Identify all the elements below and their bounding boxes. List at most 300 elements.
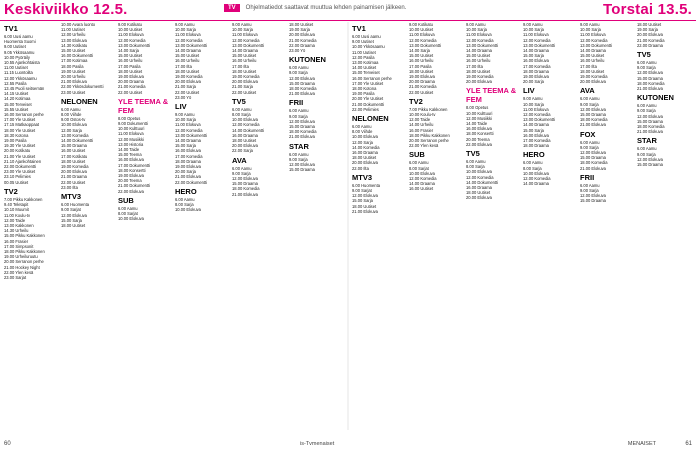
program-line: 23.00 Sarjat [4, 274, 27, 280]
listing-column [4, 22, 60, 430]
channel-heading: NELONEN [352, 114, 389, 124]
program-line: 12.00 Komedia [466, 174, 494, 180]
program-line: 12.00 Elokuva [580, 193, 606, 199]
program-line: 20.00 Draama [118, 79, 144, 85]
program-line: 15.00 Uutiset [61, 48, 86, 54]
program-line: 14.00 Taide [118, 147, 140, 153]
program-line: 16.00 Frasier [409, 127, 434, 133]
channel-heading: LIV [523, 86, 535, 96]
program-line: 10.55 Ajankohtaista [4, 60, 40, 66]
program-line: 18.00 Draama [523, 68, 549, 74]
channel-heading: TV1 [4, 24, 18, 33]
program-line: 14.00 Urheilu [409, 122, 434, 128]
program-line: 13.45 Puoli seitsemän [4, 86, 45, 92]
program-line: 21.00 Dokumentti [118, 183, 151, 189]
program-line: 15.00 Draama [637, 162, 663, 168]
program-line: 11.00 Uutiset [4, 65, 28, 71]
program-line: 13.00 Komedia [61, 132, 89, 138]
program-line: 20.00 Teema [466, 136, 490, 142]
program-line: 21.00 Elokuva [175, 174, 201, 180]
program-line: 9.00 Aamu [523, 22, 543, 27]
program-line: 15.00 Draama [289, 167, 315, 173]
program-line: 17.00 Kotikatu [61, 153, 88, 159]
channel-heading: HERO [175, 186, 197, 196]
channel-heading: KUTONEN [637, 93, 674, 103]
program-line: 20.00 Serranon perhe [4, 259, 44, 265]
program-line: 22.00 Uutiset [409, 89, 434, 95]
program-line: 17.00 Komedia [175, 153, 203, 159]
program-line: 11.15 Luontoilta [4, 70, 33, 76]
program-line: 15.00 Sarja [61, 217, 82, 223]
program-line: 23.00 Yö [175, 94, 192, 100]
program-line: 13.00 Dokumentti [466, 42, 499, 48]
program-line: 22.00 Dokumentti [175, 179, 208, 185]
program-line: 20.00 Urheilu [61, 74, 86, 80]
program-line: 9.00 Aamu [580, 22, 600, 27]
program-line: 6.00 Aamu [352, 124, 372, 130]
program-line: 23.10 Pelimies [4, 174, 31, 180]
program-line: 16.00 Draama [466, 185, 492, 191]
program-line: 16.00 Urheilu [466, 58, 491, 64]
program-line: 18.00 Pikku Kakkonen [4, 248, 45, 254]
program-line: 14.00 Dokumentti [232, 127, 265, 133]
program-line: 15.00 Sarja [523, 53, 544, 59]
program-line: 13.00 Dokumentti [523, 117, 556, 123]
program-line: 17.00 Yle Uutiset [4, 117, 36, 123]
program-line: 16.00 Elokuva [523, 58, 549, 64]
program-line: 15.00 Sarja [352, 198, 373, 204]
program-line: 22.00 Draama [637, 42, 663, 48]
program-line: 6.00 Aamu [232, 165, 252, 171]
footer [0, 434, 696, 450]
program-line: 11.00 Uutiset [352, 49, 376, 55]
program-line: 22.00 Ylen kesä [4, 269, 34, 275]
program-line: 16.00 Uutiset [409, 186, 434, 192]
program-line: 16.00 Dokumentti [61, 53, 94, 59]
program-line: 13.00 Dokumentti [232, 42, 265, 48]
program-line: 9.00 Sarja [580, 144, 599, 150]
program-line: 10.00 Kulttuuri [118, 126, 145, 132]
program-line: 9.00 Sarja [289, 70, 308, 76]
channel-heading: KUTONEN [289, 55, 326, 65]
program-line: 9.00 Sarjat [352, 188, 372, 194]
program-line: 11.00 Elokuva [118, 131, 144, 137]
program-line: 13.00 Historia [118, 141, 144, 147]
program-line: 18.00 Uutiset [289, 22, 314, 27]
program-line: 6.00 Aamu [580, 182, 600, 188]
header-note-group [224, 4, 406, 12]
program-line: 12.00 Komedia [175, 37, 203, 43]
program-line: 14.00 Draama [523, 122, 549, 128]
program-line: 9.00 Sarja [637, 108, 656, 114]
program-line: 15.00 Draama [289, 124, 315, 130]
program-line: 15.00 Draama [637, 118, 663, 124]
program-line: 18.00 Uutiset [466, 68, 491, 74]
program-line: 21.00 Elokuva [289, 134, 315, 140]
program-line: 17.00 Ilta [580, 63, 597, 69]
program-line: 22.00 Elokuva [466, 141, 492, 147]
program-line: 15.00 Uutiset [580, 53, 605, 59]
program-line: 18.00 Komedia [580, 160, 608, 166]
program-line: 22.00 Uutiset [118, 89, 143, 95]
program-line: 15.00 Draama [580, 112, 606, 118]
program-line: 10.00 Uutiset [118, 27, 143, 33]
program-line: 12.00 Komedia [580, 37, 608, 43]
program-line: 9.00 Sarja [637, 151, 656, 157]
program-line: 18.00 Uutiset [118, 68, 143, 74]
channel-heading: FOX [580, 129, 596, 139]
program-line: 10.00 Elokuva [118, 216, 144, 222]
program-line: 12.55 Pasila [4, 80, 27, 86]
program-line: 12.00 Komedia [523, 112, 551, 118]
program-line: 17.00 Dokumentti [118, 162, 151, 168]
program-line: 21.00 Elokuva [289, 91, 315, 97]
channel-heading: TV2 [409, 96, 423, 106]
program-line: 12.00 Komedia [232, 37, 260, 43]
program-line: 18.00 Uutiset [580, 68, 605, 74]
program-line: 9.00 Sarja [289, 156, 308, 162]
program-line: 9.00 Sarjat [61, 207, 81, 213]
channel-heading: MTV3 [61, 192, 82, 202]
program-line: 14.30 Kotikatu [61, 42, 88, 48]
listing-column [175, 22, 231, 430]
program-line: 20.00 Serranon perhe [409, 138, 449, 144]
program-line: 18.00 Uutiset [352, 203, 377, 209]
listing-column [352, 22, 408, 430]
program-line: 12.00 Elokuva [289, 118, 315, 124]
program-line: 9.00 Aamu [466, 22, 486, 27]
program-line: 16.00 Draama [232, 132, 258, 138]
program-line: 15.00 Draama [637, 75, 663, 81]
program-line: 14.00 Sarja [409, 48, 430, 54]
program-line: 12.00 Musiikki [466, 115, 492, 121]
program-line: 18.00 Komedia [232, 186, 260, 192]
program-line: 15.00 Sarja [175, 143, 196, 149]
program-line: 12.00 Musiikki [118, 136, 144, 142]
program-line: 12.00 Elokuva [580, 106, 606, 112]
program-line: 10.00 Sarja [232, 27, 253, 33]
program-line: 12.00 Elokuva [61, 212, 87, 218]
tv-badge: TV [224, 4, 240, 12]
program-line: 12.00 Komedia [175, 127, 203, 133]
program-line: 11.00 Elokuva [232, 32, 258, 38]
program-line: 9.00 Sarja [232, 170, 251, 176]
program-line: 14.15 Uutiset [4, 91, 29, 97]
program-line: 6.00 Aamu [580, 139, 600, 145]
program-line: 20.00 Elokuva [175, 79, 201, 85]
program-line: 6.00 Aamu [232, 106, 252, 112]
program-line: 12.00 Urheilu [61, 32, 86, 38]
program-line: 8.00 Viihde [352, 129, 373, 135]
program-line: 21.00 Komedia [409, 84, 437, 90]
program-line: 23.00 Uutiset [61, 89, 86, 95]
program-line: 8.00 Sarja [523, 165, 542, 171]
program-line: 14.00 Taide [466, 121, 488, 127]
program-line: 8.00 Sarja [466, 164, 485, 170]
right-magazine-name: MENAISET [627, 441, 656, 447]
program-line: 10.00 Avara luonto [61, 22, 96, 27]
right-page-number: 61 [685, 441, 692, 447]
program-line: 21.00 Elokuva [637, 129, 663, 135]
program-line: 21.00 Elokuva [580, 122, 606, 128]
program-line: 16.00 Serranon perhe [352, 75, 392, 81]
program-line: 20.00 Draama [409, 79, 435, 85]
program-line: 9.00 Aamu [523, 96, 543, 102]
program-line: 16.00 Elokuva [523, 132, 549, 138]
program-line: 18.00 Kotona [352, 86, 377, 92]
program-line: 10.00 Kulttuuri [466, 110, 493, 116]
program-line: 15.00 Draama [61, 143, 87, 149]
program-line: 9.00 Sarja [580, 101, 599, 107]
program-line: 17.00 Yle Uutiset [352, 80, 384, 86]
program-line: 14.20 Kotimaa [4, 96, 31, 102]
program-line: 19.00 Elokuva [523, 74, 549, 80]
program-line: 9.00 Sarja [580, 188, 599, 194]
program-line: 21.00 Komedia [118, 84, 146, 90]
program-line: 6.00 Uusi aamu [4, 34, 33, 39]
listing-column [409, 22, 465, 430]
program-line: 19.00 Komedia [232, 74, 260, 80]
program-line: 19.30 Yle Uutiset [4, 143, 36, 149]
program-line: 10.00 Elokuva [523, 170, 549, 176]
program-line: 16.00 Urheilu [232, 58, 257, 64]
program-line: 6.00 Aamu [289, 108, 309, 114]
program-line: 18.00 Uutiset [175, 68, 200, 74]
program-line: 20.00 Yle Uutiset [352, 96, 384, 102]
program-line: 21.00 Elokuva [232, 191, 258, 197]
program-line: 18.30 Kotona [4, 132, 29, 138]
program-line: 19.00 Elokuva [118, 173, 144, 179]
program-line: 10.00 Sarja [580, 27, 601, 33]
program-line: 9.00 Kotikatu [118, 22, 142, 27]
program-line: 14.00 Sarja [118, 48, 139, 54]
program-line: 20.00 Sarja [175, 169, 196, 175]
listing-column [637, 22, 693, 430]
program-line: 15.00 Draama [580, 198, 606, 204]
program-line: 21.00 Draama [61, 174, 87, 180]
program-line: 8.00 Opetus [466, 105, 489, 111]
program-line: 21.00 Elokuva [637, 86, 663, 92]
program-line: 20.00 Elokuva [580, 79, 606, 85]
program-line: 19.00 Elokuva [118, 74, 144, 80]
program-line: 15.00 Uutiset [175, 53, 200, 59]
program-line: 12.00 Ykkösaamu [4, 75, 37, 81]
program-line: 15.00 Pikku Kakkonen [4, 233, 45, 239]
program-line: 11.00 Uutiset [61, 27, 85, 33]
program-line: 10.00 Elokuva [409, 170, 435, 176]
program-line: 12.00 Sarja [61, 127, 82, 133]
left-magazine-name: is-Tvmenaiset [300, 441, 335, 447]
channel-heading: TV5 [637, 50, 651, 60]
program-line: 8.00 Sarja [175, 202, 194, 208]
program-line: 12.00 Sarja [352, 139, 373, 145]
program-line: 11.00 Elokuva [118, 32, 144, 38]
program-line: 14.30 Urheilu [4, 228, 29, 234]
program-line: 22.00 Uutiset [232, 89, 257, 95]
program-line: 11.00 Elokuva [175, 32, 201, 38]
program-line: 8.00 Sarjat [118, 211, 138, 217]
program-line: 19.00 Elokuva [175, 164, 201, 170]
program-line: 16.00 Elokuva [466, 126, 492, 132]
program-line: 20.00 Elokuva [289, 32, 315, 38]
program-line: 10.00 Koulu-tv [409, 112, 436, 118]
program-line: 8.00 Opetus [118, 115, 141, 121]
left-day-title: Keskiviikko 12.5. [4, 1, 128, 18]
program-line: 17.00 Ilta [466, 63, 483, 69]
program-line: 16.00 Draama [352, 150, 378, 156]
program-line: 18.00 Uutiset [352, 155, 377, 161]
program-line: 15.00 Draama [232, 181, 258, 187]
program-line: 17.00 Ilta [175, 63, 192, 69]
program-line: 22.00 Sarja [232, 148, 253, 154]
program-line: 17.00 Simpsonit [4, 243, 34, 249]
program-line: 21.00 Yle Uutiset [4, 153, 36, 159]
program-line: 12.00 Elokuva [289, 75, 315, 81]
program-line: 13.00 Dokumentti [118, 42, 151, 48]
program-line: 10.00 Ykkösaamu [352, 44, 385, 50]
program-line: 6.00 Aamu [409, 160, 429, 166]
program-line: 6.00 Aamu [289, 65, 309, 71]
program-line: 11.00 Elokuva [466, 32, 492, 38]
left-page-number: 60 [4, 441, 11, 447]
program-line: 9.00 Sarja [637, 65, 656, 71]
program-line: 19.00 Pasila [4, 138, 27, 144]
program-line: 00.05 Uutiset [4, 179, 29, 185]
program-line: 18.00 Komedia [289, 86, 317, 92]
program-line: 18.00 Yle Uutiset [4, 127, 36, 133]
program-line: 12.00 Elokuva [352, 193, 378, 199]
program-line: 6.00 Aamu [61, 106, 81, 112]
listing-column [580, 22, 636, 430]
program-line: 13.00 Dokumentti [409, 42, 442, 48]
program-line: 9.00 Uutiset [352, 39, 374, 45]
program-line: 15.00 Uutiset [232, 53, 257, 59]
program-line: 6.00 Aamu [580, 96, 600, 102]
program-line: 9.00 Aamu [232, 22, 252, 27]
program-line: 19.00 Komedia [61, 164, 89, 170]
listing-column [523, 22, 579, 430]
channel-heading: NELONEN [61, 96, 98, 106]
program-line: 6.00 Aamu [466, 159, 486, 165]
program-line: 16.00 Uutiset [61, 148, 86, 154]
program-line: 6.00 Aamu [289, 151, 309, 157]
program-line: 18.00 Uutiset [232, 138, 257, 144]
channel-heading: YLE TEEMA & FEM [466, 86, 517, 105]
program-line: 9.05 Ykkösaamu [4, 49, 35, 55]
program-line: 19.00 Komedia [580, 74, 608, 80]
program-line: 12.00 Taide [4, 217, 26, 223]
program-line: 17.00 Pasila [409, 63, 432, 69]
program-line: 18.00 Uutiset [409, 68, 434, 74]
channel-heading: HERO [523, 150, 545, 160]
listing-column [118, 22, 174, 430]
program-line: 16.00 Frasier [4, 238, 29, 244]
program-line: 12.00 Elokuva [637, 113, 663, 119]
program-line: 10.00 Uutiset [409, 27, 434, 33]
channel-heading: MTV3 [352, 172, 373, 182]
program-line: 13.00 Dokumentti [175, 42, 208, 48]
program-line: 9.00 Sarja [289, 113, 308, 119]
program-line: 14.00 Draama [523, 48, 549, 54]
program-line: 19.00 Urheiluruutu [4, 254, 38, 260]
program-line: 6.00 Aamu [118, 205, 138, 211]
program-line: 21.10 Ajankohtainen [4, 158, 42, 164]
program-line: 16.00 Urheilu [175, 58, 200, 64]
channel-heading: SUB [409, 150, 425, 160]
program-line: 23.00 Yle Uutiset [4, 169, 36, 175]
program-line: 14.00 Draama [175, 138, 201, 144]
program-line: 12.00 Elokuva [637, 156, 663, 162]
channel-heading: TV1 [352, 24, 366, 33]
program-line: 12.00 Komedia [409, 37, 437, 43]
header-note: Ohjelmatiedot saattavat muuttua lehden painamisen jälkeen. [245, 5, 407, 11]
program-line: 15.00 Draama [289, 80, 315, 86]
program-line: 10.00 Elokuva [175, 207, 201, 213]
program-line: 17.00 Pasila [118, 63, 141, 69]
program-line: 9.00 Aamu [175, 112, 195, 118]
program-line: 9.00 Aamu [175, 22, 195, 27]
program-line: 18.00 Komedia [637, 124, 665, 130]
program-line: 6.00 Huomenta [61, 202, 89, 208]
program-line: 18.00 Komedia [637, 80, 665, 86]
program-line: 13.00 Dokumentti [175, 132, 208, 138]
program-line: 14.00 Draama [409, 181, 435, 187]
program-line: 21.00 Komedia [289, 37, 317, 43]
program-line: 21.00 Elokuva [61, 79, 87, 85]
program-line: 14.00 Draama [580, 48, 606, 54]
program-line: 12.00 Komedia [232, 122, 260, 128]
program-line: 22.00 Uutiset [61, 179, 86, 185]
program-line: 9.40 Teletapit [4, 202, 29, 208]
program-line: 20.00 Elokuva [637, 32, 663, 38]
program-line: 22.00 Draama [289, 42, 315, 48]
header-bar [0, 0, 696, 21]
program-line: 18.00 Pasila [61, 63, 84, 69]
program-line: 18.00 Draama [175, 158, 201, 164]
program-line: 14.00 Komedia [352, 144, 380, 150]
program-line: 6.00 Aamu [637, 60, 657, 66]
program-line: 15.00 Terveiset [4, 101, 32, 107]
program-line: 12.00 Komedia [409, 176, 437, 182]
program-line: 18.00 Uutiset [61, 222, 86, 228]
program-line: 6.00 Aamu [637, 103, 657, 109]
channel-heading: FRII [580, 172, 595, 182]
program-line: 23.00 Ilta [61, 184, 78, 190]
program-line: 10.00 Elokuva [466, 169, 492, 175]
program-line: 22.00 Ylen kesä [409, 143, 439, 149]
program-line: 22.00 Ykkösdokumentti [61, 84, 104, 90]
program-line: 19.00 Uutiset [61, 68, 86, 74]
program-line: 18.00 Konsertti [118, 167, 146, 173]
program-line: 21.00 Sarja [175, 84, 196, 90]
program-line: 21.00 Hockey Night [4, 264, 40, 270]
program-line: 21.00 Elokuva [352, 208, 378, 214]
program-line: 11.00 Koulu-tv [4, 212, 31, 218]
program-line: 12.00 Elokuva [232, 176, 258, 182]
program-line: 10.00 Elokuva [232, 117, 258, 123]
program-line: 22.00 Dokumentti [4, 164, 37, 170]
program-line: 15.00 Teema [118, 152, 142, 158]
program-line: 17.15 Matkaoppaat [4, 122, 40, 128]
channel-heading: AVA [580, 86, 595, 96]
right-day-title: Torstai 13.5. [602, 1, 692, 18]
program-line: 16.00 Urheilu [118, 58, 143, 64]
program-line: 16.00 Urheilu [409, 58, 434, 64]
program-line: 20.00 Sarja [523, 79, 544, 85]
program-line: 7.00 Pikku Kakkonen [4, 196, 43, 202]
program-line: 9.00 Ostos-tv [61, 117, 86, 123]
program-line: 12.00 Pasila [352, 54, 375, 60]
